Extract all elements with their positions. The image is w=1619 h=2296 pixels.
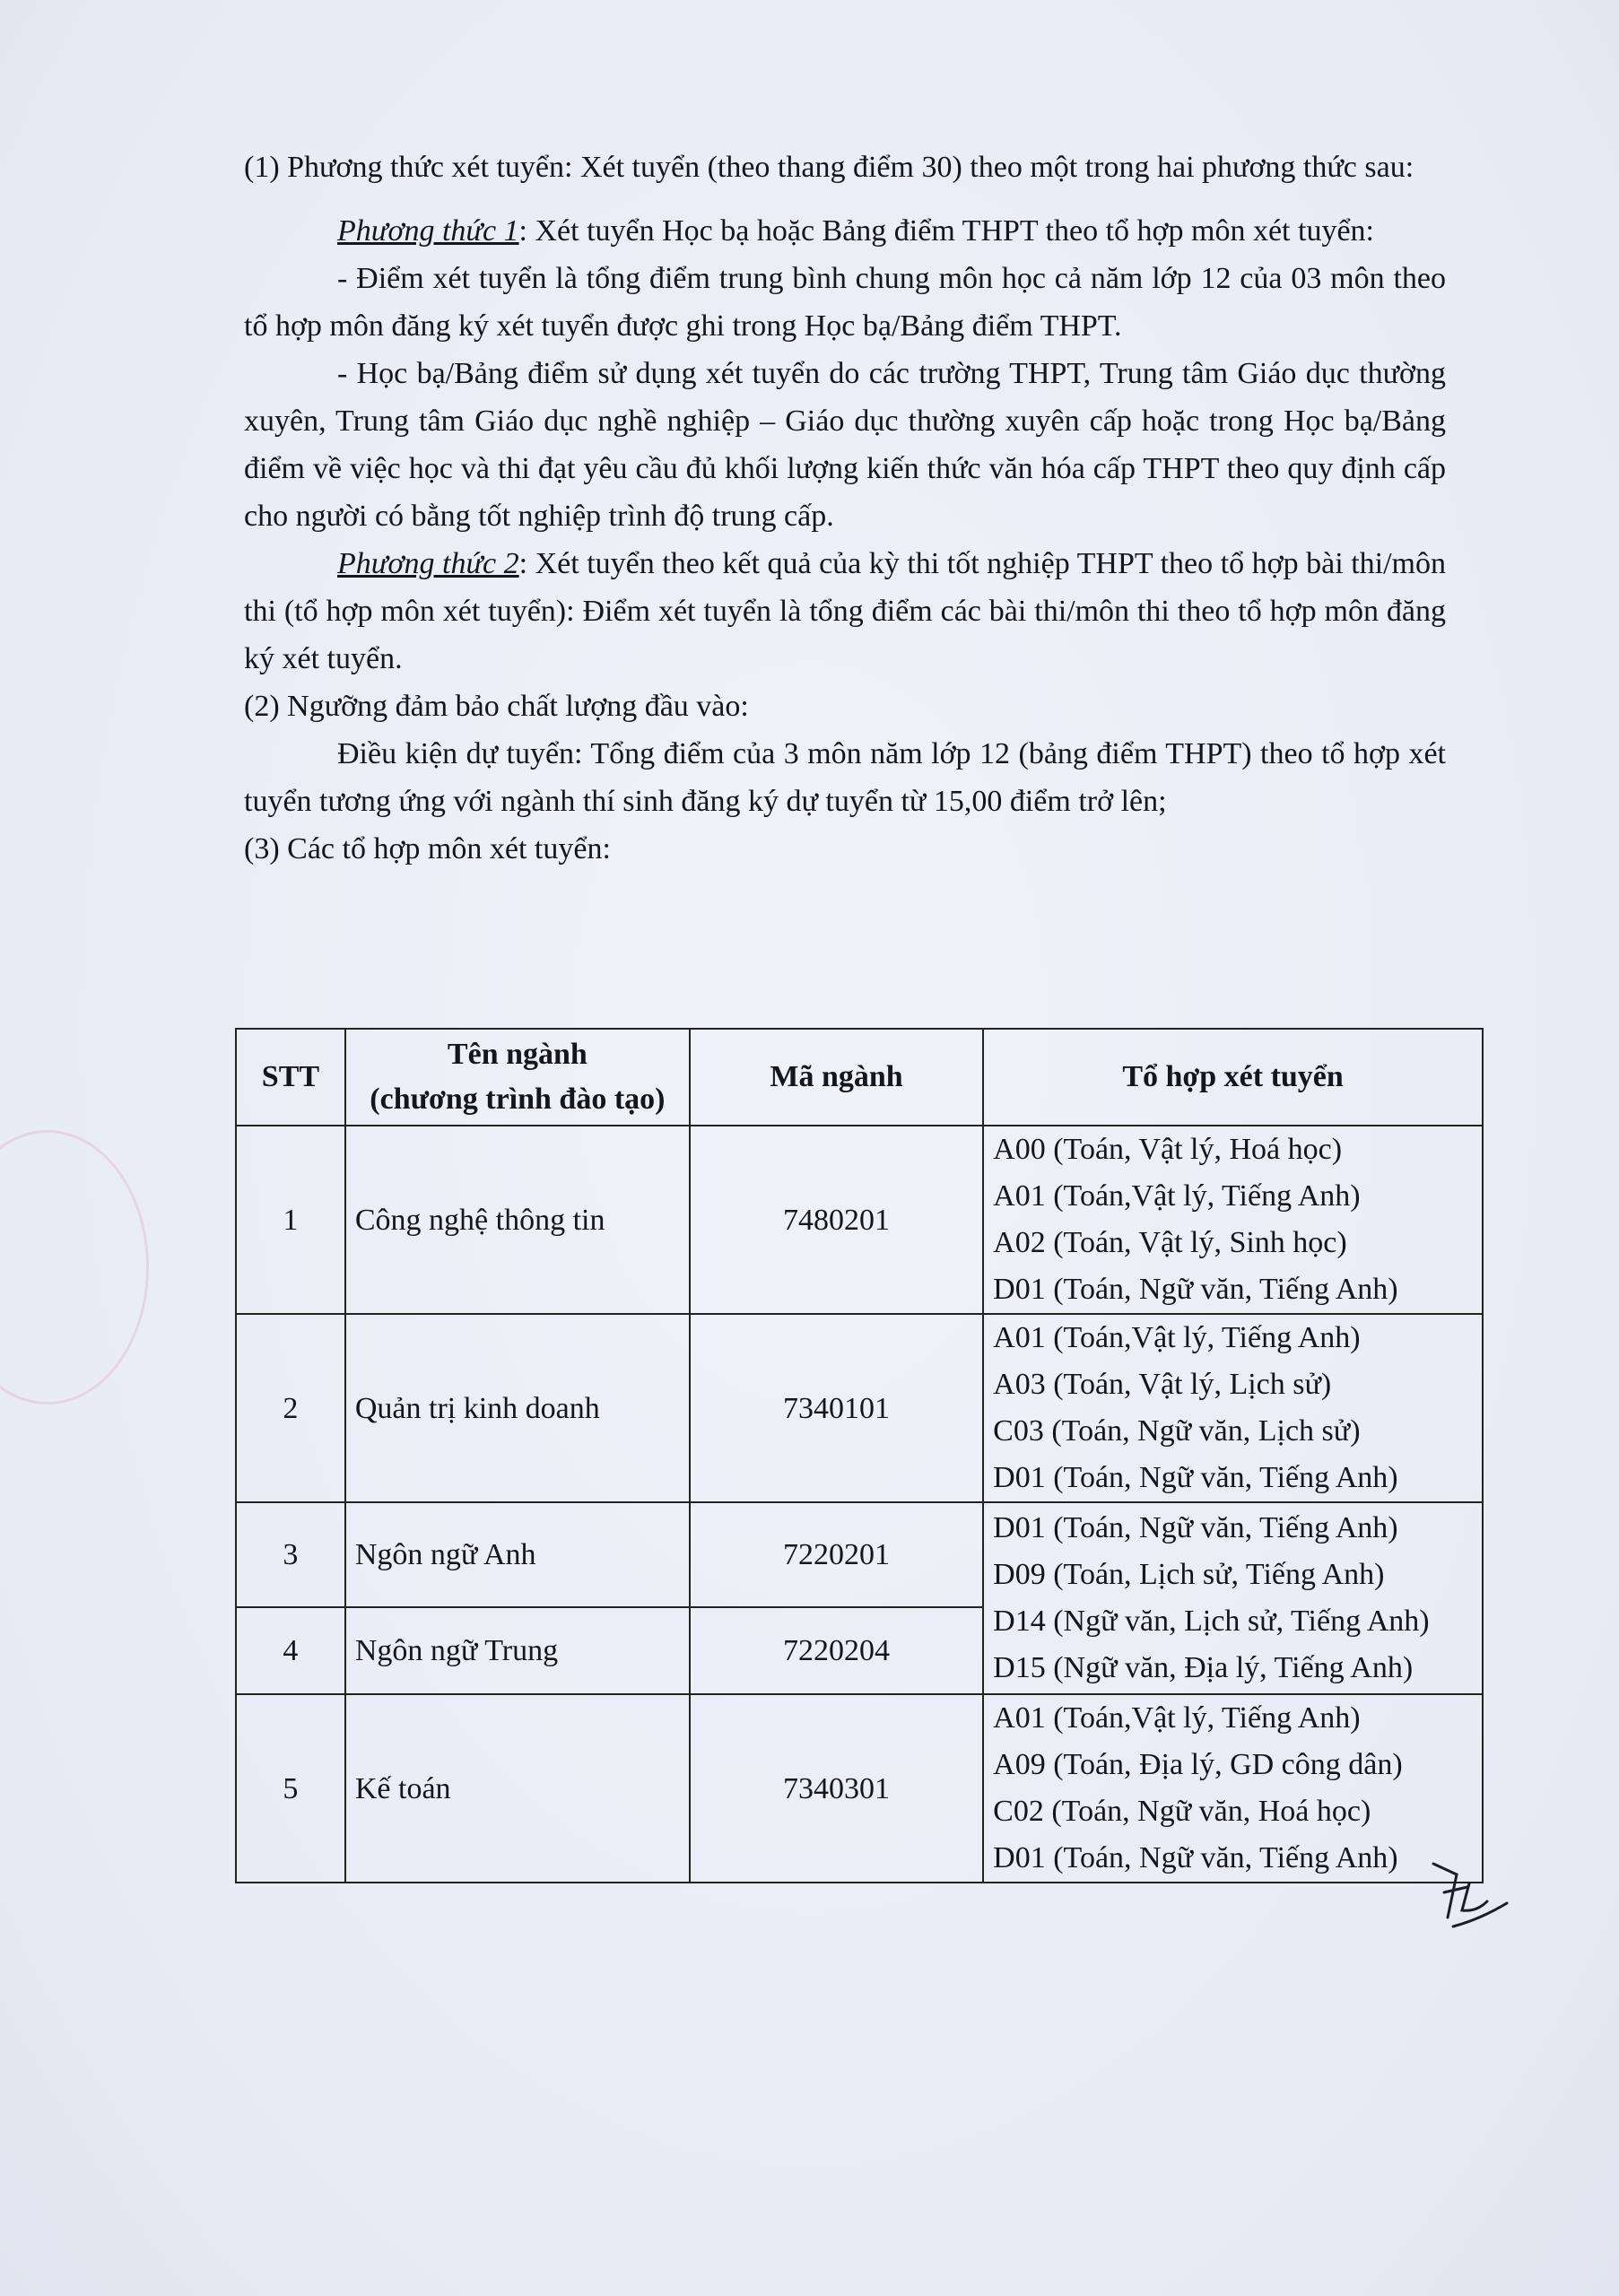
row-code: 7480201 [690,1126,983,1314]
combo-item: A01 (Toán,Vật lý, Tiếng Anh) [993,1701,1361,1735]
method1-text: : Xét tuyển Học bạ hoặc Bảng điểm THPT theo tổ hợp môn xét tuyển: [518,214,1374,248]
bullet1: - Điểm xét tuyển là tổng điểm trung bình chung môn học cả năm lớp 12 của 03 môn theo tổ hợp môn đăng ký xét tuyển được ghi trong Học bạ/Bảng điểm THPT. [244,262,1446,343]
combo-item: D01 (Toán, Ngữ văn, Tiếng Anh) [993,1461,1398,1494]
row-code: 7220204 [690,1607,983,1694]
header-name-line1: Tên ngành [447,1038,588,1071]
header-combo: Tổ hợp xét tuyển [983,1029,1483,1126]
row-combos [983,1126,1483,1314]
table-header-row [236,1029,1483,1126]
row-name: Ngôn ngữ Trung [345,1607,690,1694]
table-row [236,1314,1483,1502]
row-combos-shared [983,1502,1483,1694]
row-name: Kế toán [345,1694,690,1883]
combo-item: D01 (Toán, Ngữ văn, Tiếng Anh) [993,1273,1398,1306]
combo-item: D01 (Toán, Ngữ văn, Tiếng Anh) [993,1511,1398,1544]
section3-heading: (3) Các tổ hợp môn xét tuyển: [244,832,611,865]
combo-item: A00 (Toán, Vật lý, Hoá học) [993,1133,1343,1166]
row-stt: 3 [236,1502,345,1607]
section1-heading: (1) Phương thức xét tuyển: Xét tuyển (theo thang điểm 30) theo một trong hai phương thức sau: [244,151,1414,184]
faded-seal-stamp [0,1130,149,1405]
admissions-table [235,1028,1484,1883]
section2-text: Điều kiện dự tuyển: Tổng điểm của 3 môn năm lớp 12 (bảng điểm THPT) theo tổ hợp xét tuyển tương ứng với ngành thí sinh đăng ký dự tuyển từ 15,00 điểm trở lên; [244,737,1446,818]
signature-stroke [1433,1864,1507,1926]
row-code: 7340301 [690,1694,983,1883]
table-row [236,1126,1483,1314]
bullet2: - Học bạ/Bảng điểm sử dụng xét tuyển do các trường THPT, Trung tâm Giáo dục thường xuyên, Trung tâm Giáo dục nghề nghiệp – Giáo dục thường xuyên cấp hoặc trong Học bạ/Bảng điểm về việc học và thi đạt yêu cầu đủ khối lượng kiến thức văn hóa cấp THPT theo quy định cấp cho người có bằng tốt nghiệp trình độ trung cấp. [244,357,1446,533]
combo-item: A03 (Toán, Vật lý, Lịch sử) [993,1368,1332,1401]
row-stt: 1 [236,1126,345,1314]
combo-item: D15 (Ngữ văn, Địa lý, Tiếng Anh) [993,1651,1414,1684]
combo-item: D09 (Toán, Lịch sử, Tiếng Anh) [993,1558,1385,1591]
combo-item: D01 (Toán, Ngữ văn, Tiếng Anh) [993,1841,1398,1874]
header-stt: STT [236,1029,345,1126]
header-name [345,1029,690,1126]
table-row [236,1502,1483,1607]
row-code: 7340101 [690,1314,983,1502]
combo-item: A02 (Toán, Vật lý, Sinh học) [993,1226,1347,1259]
body-text [244,144,1446,873]
row-stt: 5 [236,1694,345,1883]
combo-item: C02 (Toán, Ngữ văn, Hoá học) [993,1795,1371,1828]
section2-heading: (2) Ngưỡng đảm bảo chất lượng đầu vào: [244,690,749,723]
row-name: Ngôn ngữ Anh [345,1502,690,1607]
row-name: Quản trị kinh doanh [345,1314,690,1502]
row-stt: 2 [236,1314,345,1502]
method1-label: Phương thức 1 [337,214,519,248]
row-combos [983,1694,1483,1883]
header-name-line2: (chương trình đào tạo) [370,1083,666,1116]
header-code: Mã ngành [690,1029,983,1126]
table-row [236,1694,1483,1883]
combo-item: C03 (Toán, Ngữ văn, Lịch sử) [993,1414,1361,1448]
row-combos [983,1314,1483,1502]
combo-item: A01 (Toán,Vật lý, Tiếng Anh) [993,1179,1361,1213]
method2-label: Phương thức 2 [337,547,519,580]
combo-item: D14 (Ngữ văn, Lịch sử, Tiếng Anh) [993,1605,1430,1638]
row-stt: 4 [236,1607,345,1694]
row-code: 7220201 [690,1502,983,1607]
combo-item: A09 (Toán, Địa lý, GD công dân) [993,1748,1403,1781]
method1-paragraph [244,207,1446,255]
row-name: Công nghệ thông tin [345,1126,690,1314]
combo-item: A01 (Toán,Vật lý, Tiếng Anh) [993,1321,1361,1354]
method2-text: : Xét tuyển theo kết quả của kỳ thi tốt nghiệp THPT theo tổ hợp bài thi/môn thi (tổ hợp môn xét tuyển): Điểm xét tuyển là tổng điểm các bài thi/môn thi theo tổ hợp môn đăng ký xét tuyển. [244,547,1446,675]
handwritten-initials [1417,1848,1516,1937]
method2-paragraph [244,540,1446,683]
